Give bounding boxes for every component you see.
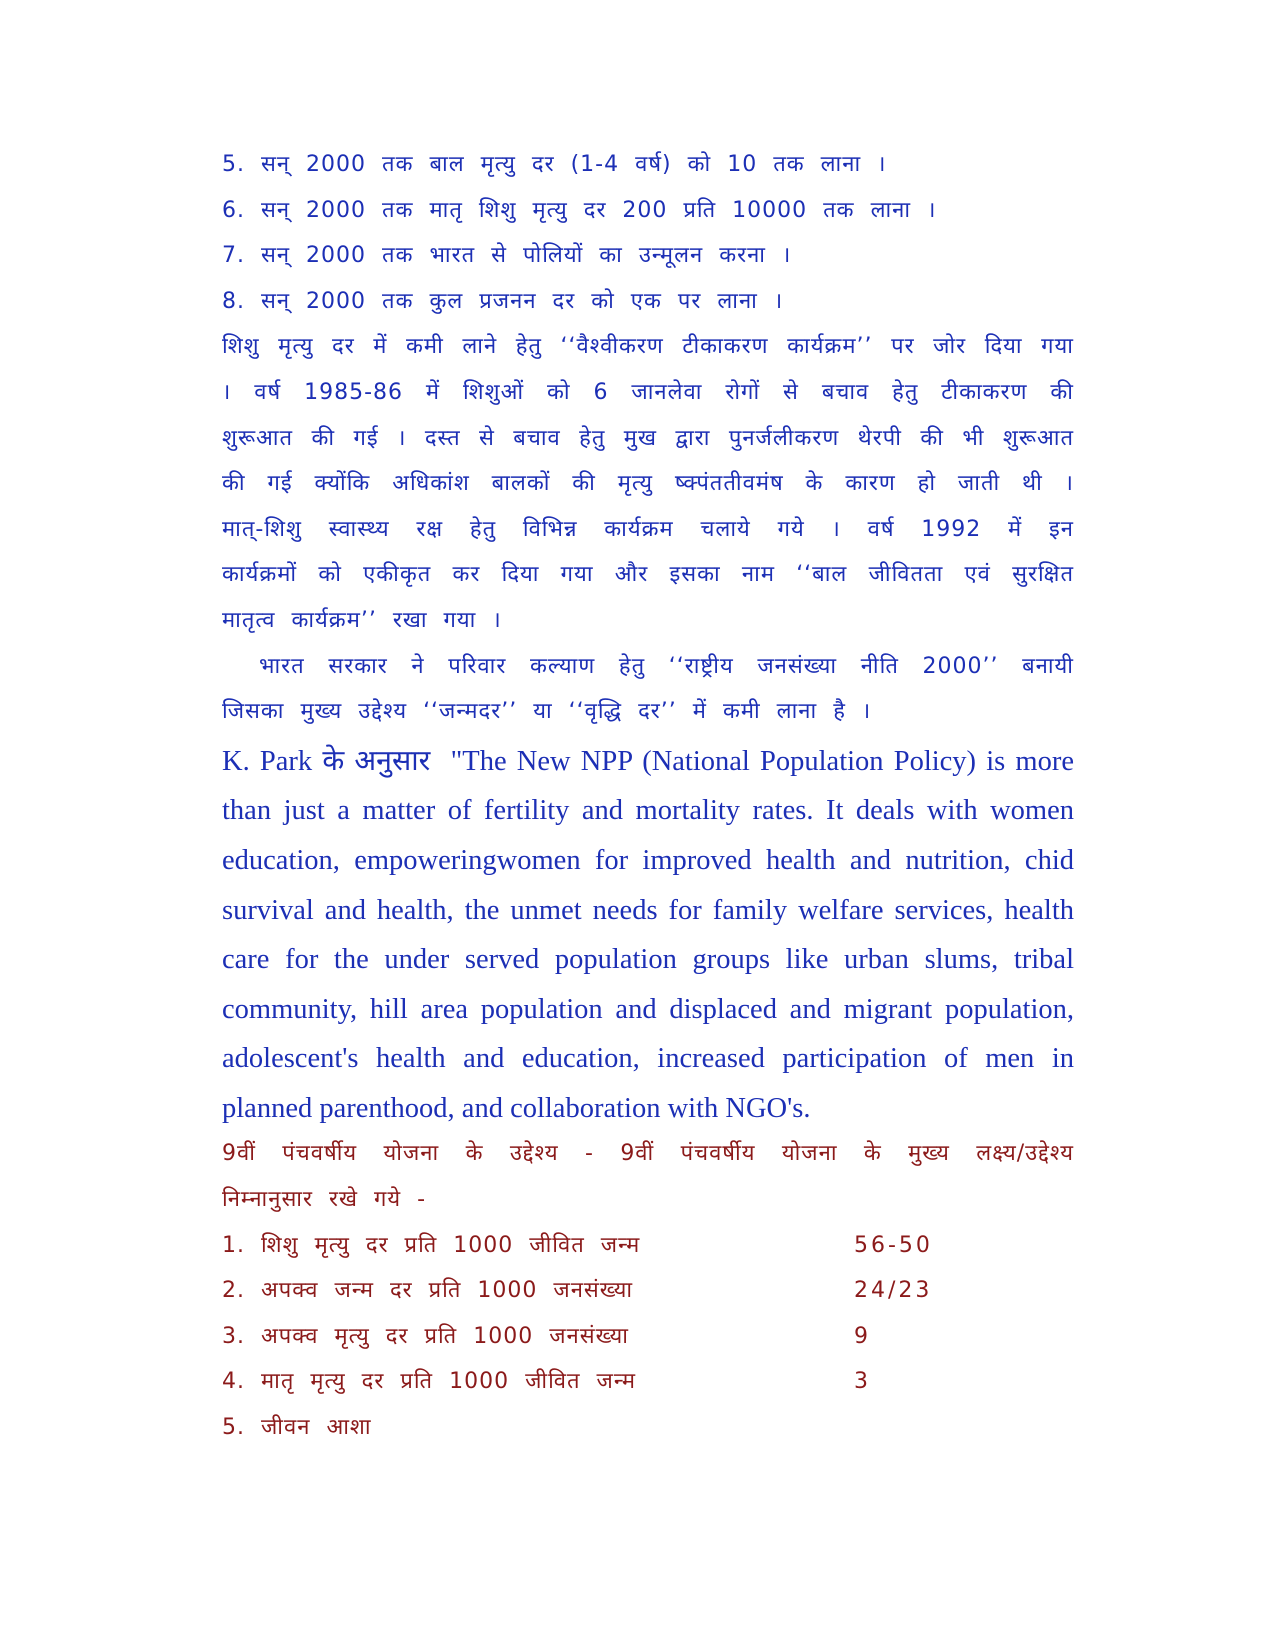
target-value: 3 — [854, 1369, 871, 1395]
paragraph-line: कार्यक्रमों को एकीकृत कर दिया गया और इसका नाम ‘‘बाल जीवितता एवं सुरक्षित — [222, 562, 1074, 588]
target-value: 24/23 — [854, 1278, 933, 1304]
population-policy-paragraph — [222, 644, 1074, 735]
list-item: 8. सन् 2000 तक कुल प्रजनन दर को एक पर लाना । — [222, 288, 784, 314]
plan-heading-line: निम्नानुसार रखे गये - — [222, 1187, 427, 1213]
quote-line: planned parenthood, and collaboration with NGO's. — [222, 1092, 811, 1124]
list-item: 7. सन् 2000 तक भारत से पोलियों का उन्मूलन करना । — [222, 243, 792, 269]
paragraph-line: मातृत्व कार्यक्रम’’ रखा गया । — [222, 607, 502, 633]
list-item: 6. सन् 2000 तक मातृ शिशु मृत्यु दर 200 प्रति 10000 तक लाना । — [222, 197, 937, 223]
plan-heading — [222, 1131, 1074, 1222]
paragraph-line: शिशु मृत्यु दर में कमी लाने हेतु ‘‘वैश्वीकरण टीकाकरण कार्यक्रम’’ पर जोर दिया गया — [222, 334, 1074, 360]
quote-line: education, empoweringwomen for improved health and nutrition, chid — [222, 844, 1074, 876]
plan-heading-line: 9वीं पंचवर्षीय योजना के उद्देश्य - 9वीं पंचवर्षीय योजना के मुख्य लक्ष्य/उद्देश्य — [222, 1141, 1074, 1167]
quote-lead: K. Park के अनुसार — [222, 745, 431, 777]
target-label: 2. अपक्व जन्म दर प्रति 1000 जनसंख्या — [222, 1278, 634, 1304]
quote-line: survival and health, the unmet needs for family welfare services, health — [222, 894, 1074, 926]
quote-line: community, hill area population and displaced and migrant population, — [222, 993, 1074, 1025]
paragraph-line: मात्-शिशु स्वास्थ्य रक्ष हेतु विभिन्न कार्यक्रम चलाये गये । वर्ष 1992 में इन — [222, 516, 1074, 542]
paragraph-line: जिसका मुख्य उद्देश्य ‘‘जन्मदर’’ या ‘‘वृद्धि दर’’ में कमी लाना है । — [222, 699, 872, 725]
target-value: 9 — [854, 1323, 871, 1349]
goals-list — [222, 142, 1074, 324]
target-row — [222, 1405, 1074, 1451]
target-row — [222, 1314, 1074, 1360]
quote-line: than just a matter of fertility and mortality rates. It deals with women — [222, 795, 1074, 827]
target-row — [222, 1268, 1074, 1314]
page-content — [222, 142, 1074, 1451]
target-row — [222, 1223, 1074, 1269]
quote-line: care for the under served population groups like urban slums, tribal — [222, 944, 1074, 976]
target-label: 3. अपक्व मृत्यु दर प्रति 1000 जनसंख्या — [222, 1323, 629, 1349]
paragraph-line: की गई क्योंकि अधिकांश बालकों की मृत्यु ष्क्पंततीवमंष के कारण हो जाती थी । — [222, 471, 1074, 497]
list-item: 5. सन् 2000 तक बाल मृत्यु दर (1-4 वर्ष) को 10 तक लाना । — [222, 152, 887, 177]
park-quote — [222, 737, 1074, 1134]
paragraph-line: भारत सरकार ने परिवार कल्याण हेतु ‘‘राष्ट्रीय जनसंख्या नीति 2000’’ बनायी — [259, 653, 1074, 679]
target-label: 5. जीवन आशा — [222, 1415, 372, 1441]
quote-line — [222, 737, 1074, 787]
target-label: 1. शिशु मृत्यु दर प्रति 1000 जीवित जन्म — [222, 1232, 641, 1258]
immunization-paragraph — [222, 324, 1074, 643]
plan-targets-list — [222, 1223, 1074, 1451]
target-value: 56-50 — [854, 1232, 933, 1258]
quote-first-line: "The New NPP (National Population Policy) is more — [450, 745, 1074, 777]
paragraph-line: शुरूआत की गई । दस्त से बचाव हेतु मुख द्वारा पुनर्जलीकरण थेरपी की भी शुरूआत — [222, 425, 1074, 451]
target-row — [222, 1359, 1074, 1405]
target-label: 4. मातृ मृत्यु दर प्रति 1000 जीवित जन्म — [222, 1369, 637, 1395]
quote-line: adolescent's health and education, increased participation of men in — [222, 1043, 1074, 1075]
paragraph-line: । वर्ष 1985-86 में शिशुओं को 6 जानलेवा रोगों से बचाव हेतु टीकाकरण की — [222, 379, 1074, 405]
